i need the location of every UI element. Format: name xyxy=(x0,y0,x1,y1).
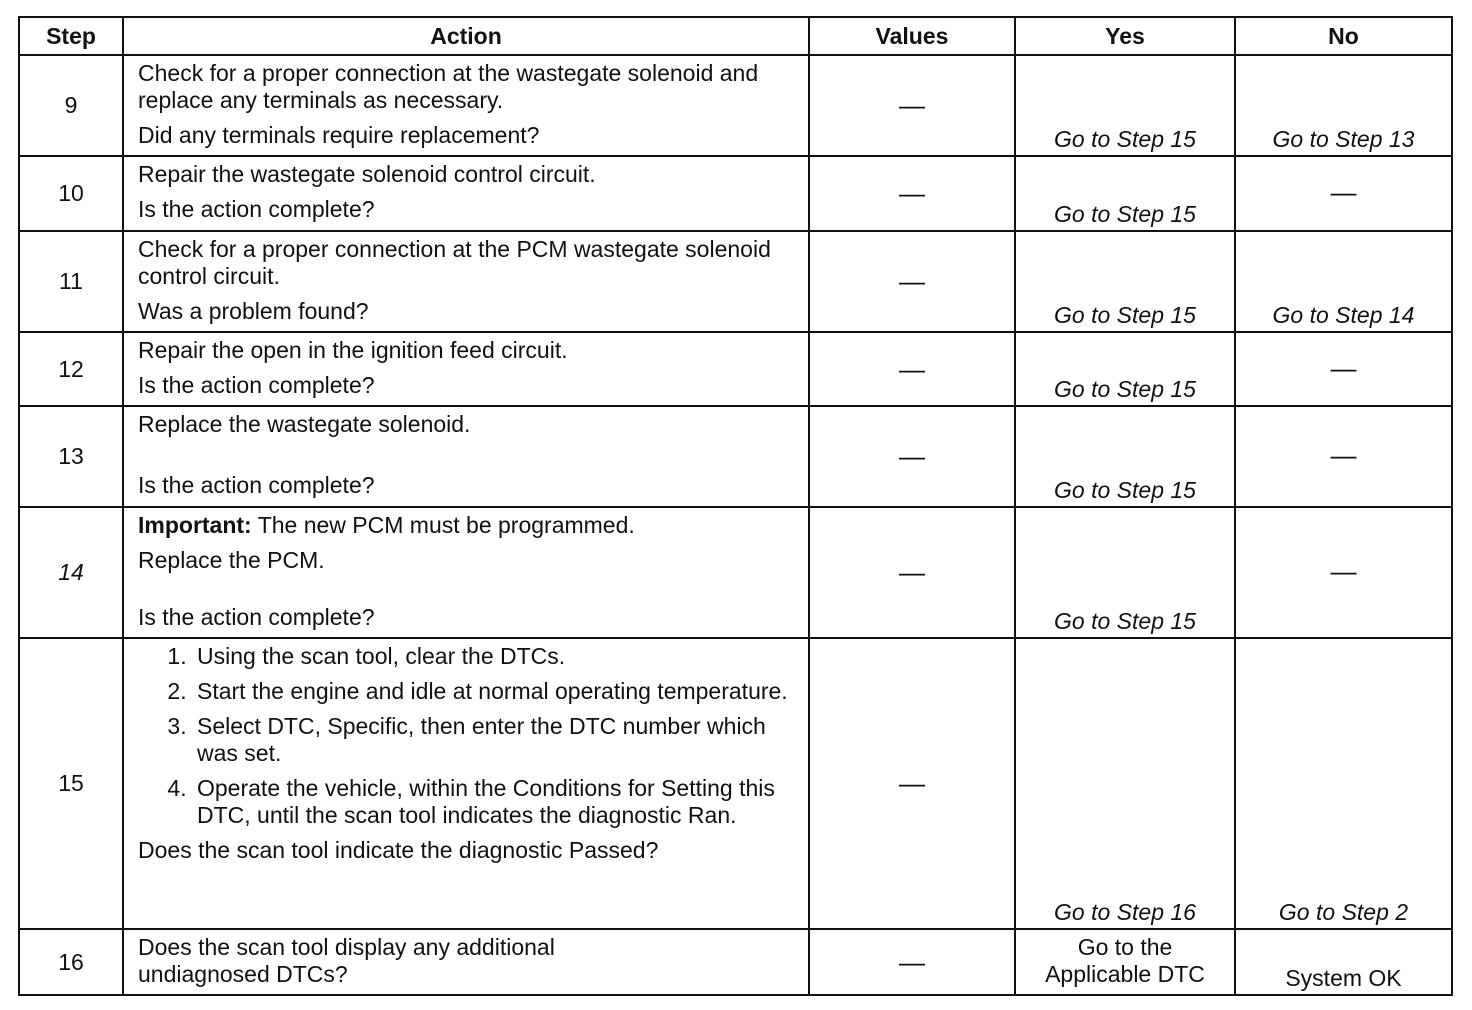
table-row xyxy=(19,332,1452,406)
table-row xyxy=(19,55,1452,156)
action-question: Is the action complete? xyxy=(138,372,375,398)
action-cell xyxy=(123,507,809,638)
important-label: Important: xyxy=(138,512,252,538)
no-cell: — xyxy=(1235,156,1452,231)
action-cell xyxy=(123,156,809,231)
values-cell: — xyxy=(809,638,1015,929)
action-text: Check for a proper connection at the wastegate solenoid and replace any terminals as necessary. xyxy=(138,60,759,113)
step-number: 13 xyxy=(19,406,123,507)
step-number: 15 xyxy=(19,638,123,929)
substep-item: 4. Operate the vehicle, within the Conditions for Setting this DTC, until the scan tool indicates the diagnostic Ran. xyxy=(193,775,800,829)
values-cell: — xyxy=(809,55,1015,156)
action-cell xyxy=(123,231,809,332)
column-header-yes: Yes xyxy=(1015,17,1235,55)
values-cell: — xyxy=(809,929,1015,995)
important-note xyxy=(138,512,800,539)
substep-list xyxy=(138,643,800,829)
action-question: Does the scan tool display any additional undiagnosed DTCs? xyxy=(138,934,555,987)
no-cell: — xyxy=(1235,332,1452,406)
column-header-step: Step xyxy=(19,17,123,55)
action-text: Repair the wastegate solenoid control circuit. xyxy=(138,161,596,187)
substep-item: 1. Using the scan tool, clear the DTCs. xyxy=(193,643,800,670)
action-cell xyxy=(123,406,809,507)
values-cell: — xyxy=(809,231,1015,332)
action-text: Repair the open in the ignition feed circuit. xyxy=(138,337,568,363)
table-row xyxy=(19,638,1452,929)
no-cell: — xyxy=(1235,507,1452,638)
yes-cell: Go to Step 15 xyxy=(1015,156,1235,231)
action-cell xyxy=(123,638,809,929)
no-cell: System OK xyxy=(1235,929,1452,995)
action-question: Is the action complete? xyxy=(138,472,375,498)
table-row xyxy=(19,929,1452,995)
action-cell xyxy=(123,332,809,406)
table-row xyxy=(19,507,1452,638)
column-header-no: No xyxy=(1235,17,1452,55)
yes-cell: Go to Step 16 xyxy=(1015,638,1235,929)
yes-cell xyxy=(1015,929,1235,995)
values-cell: — xyxy=(809,156,1015,231)
values-cell: — xyxy=(809,507,1015,638)
important-text: The new PCM must be programmed. xyxy=(251,512,635,538)
table-row xyxy=(19,406,1452,507)
step-number: 16 xyxy=(19,929,123,995)
action-question: Was a problem found? xyxy=(138,298,369,324)
no-cell: Go to Step 14 xyxy=(1235,231,1452,332)
substep-item: 2. Start the engine and idle at normal operating temperature. xyxy=(193,678,800,705)
step-number: 14 xyxy=(19,507,123,638)
yes-cell: Go to Step 15 xyxy=(1015,55,1235,156)
no-cell: — xyxy=(1235,406,1452,507)
action-cell xyxy=(123,55,809,156)
yes-cell: Go to Step 15 xyxy=(1015,406,1235,507)
action-question: Is the action complete? xyxy=(138,604,375,630)
table-row xyxy=(19,231,1452,332)
action-question: Did any terminals require replacement? xyxy=(138,122,540,148)
diagnostic-table xyxy=(18,16,1453,996)
step-number: 10 xyxy=(19,156,123,231)
yes-cell: Go to Step 15 xyxy=(1015,231,1235,332)
action-text: Replace the wastegate solenoid. xyxy=(138,411,471,437)
column-header-action: Action xyxy=(123,17,809,55)
substep-item: 3. Select DTC, Specific, then enter the DTC number which was set. xyxy=(193,713,800,767)
values-cell: — xyxy=(809,406,1015,507)
table-header-row xyxy=(19,17,1452,55)
action-text: Check for a proper connection at the PCM wastegate solenoid control circuit. xyxy=(138,236,771,289)
step-number: 12 xyxy=(19,332,123,406)
step-number: 11 xyxy=(19,231,123,332)
action-question: Does the scan tool indicate the diagnostic Passed? xyxy=(138,837,659,863)
no-cell: Go to Step 2 xyxy=(1235,638,1452,929)
yes-text: Go to the Applicable DTC xyxy=(1045,934,1205,987)
step-number: 9 xyxy=(19,55,123,156)
values-cell: — xyxy=(809,332,1015,406)
yes-cell: Go to Step 15 xyxy=(1015,332,1235,406)
action-cell xyxy=(123,929,809,995)
no-cell: Go to Step 13 xyxy=(1235,55,1452,156)
table-row xyxy=(19,156,1452,231)
column-header-values: Values xyxy=(809,17,1015,55)
yes-cell: Go to Step 15 xyxy=(1015,507,1235,638)
action-question: Is the action complete? xyxy=(138,196,375,222)
action-text: Replace the PCM. xyxy=(138,547,325,573)
